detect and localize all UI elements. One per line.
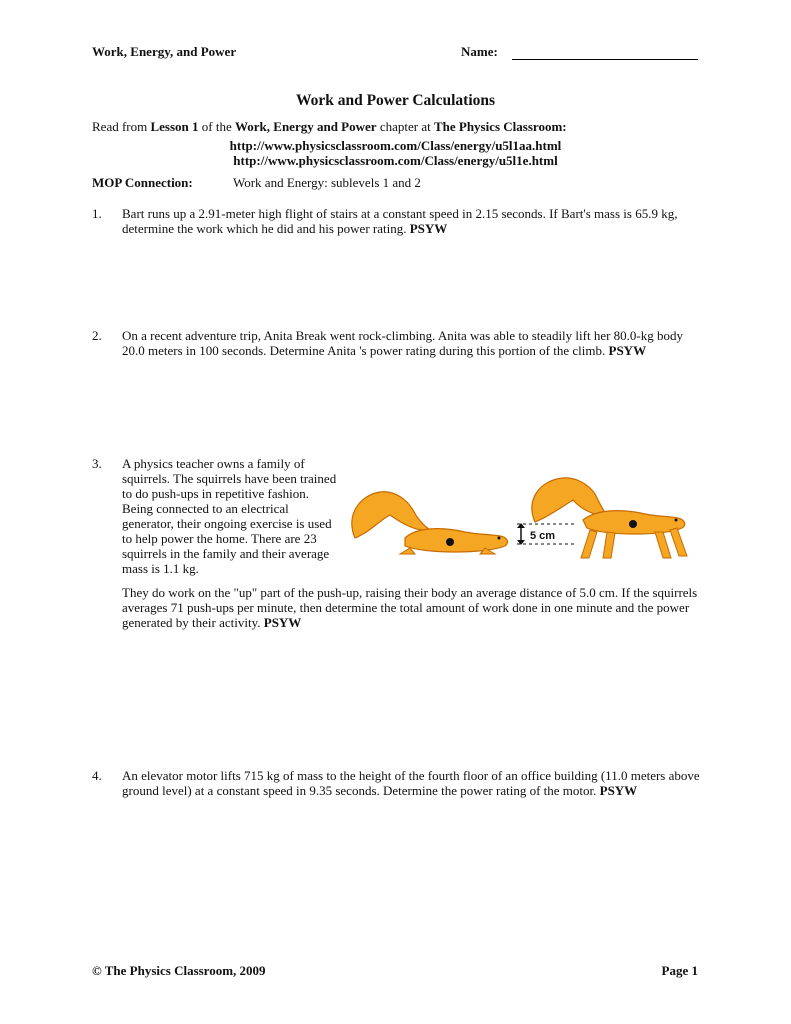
url-link[interactable]: http://www.physicsclassroom.com/Class/energy/u5l1aa.html	[229, 138, 562, 153]
header-course: Work, Energy, and Power	[92, 44, 237, 59]
squirrel-down-center-dot	[446, 538, 454, 546]
read-from-site: The Physics Classroom:	[433, 119, 567, 134]
question-number: 3.	[92, 456, 102, 471]
question-body: Bart runs up a 2.91-meter high flight of stairs at a constant speed in 2.15 seconds. If Bart's mass is 65.9 kg, determine the work which he did and his power rating.	[122, 206, 678, 236]
question-number: 4.	[92, 768, 102, 783]
read-from-prefix: Read from	[92, 119, 151, 134]
squirrel-up-eye	[675, 519, 678, 522]
url-link[interactable]: http://www.physicsclassroom.com/Class/energy/u5l1e.html	[233, 153, 558, 168]
distance-label: 5 cm	[530, 530, 556, 542]
page-title: Work and Power Calculations	[295, 92, 496, 109]
squirrel-down-eye	[498, 537, 501, 540]
question-number: 2.	[92, 328, 102, 343]
squirrel-up-illustration	[532, 478, 687, 558]
psyw-tag: PSYW	[608, 343, 647, 358]
question-text	[122, 206, 702, 236]
psyw-tag: PSYW	[409, 221, 448, 236]
psyw-tag: PSYW	[599, 783, 638, 798]
read-from-chapter: Work, Energy and Power	[235, 119, 377, 134]
squirrel-pushup-figure	[345, 470, 695, 580]
mop-label: MOP Connection:	[92, 175, 193, 190]
read-from-mid1: of the	[198, 119, 235, 134]
question-body: An elevator motor lifts 715 kg of mass to the height of the fourth floor of an office building (11.0 meters above ground level) at a constant speed in 9.35 seconds. Determine the power rating of the motor.	[122, 768, 700, 798]
name-blank-line[interactable]	[512, 59, 698, 60]
question-text-part-a: A physics teacher owns a family of squirrels. The squirrels have been trained to do push-ups in repetitive fashion. Being connected to an electrical generator, their ongoing exercise is used to help power the home. There are 23 squirrels in the family and their average mass is 1.1 kg.	[122, 456, 337, 576]
read-from-mid2: chapter at	[376, 119, 434, 134]
footer-copyright: © The Physics Classroom, 2009	[92, 963, 266, 978]
squirrel-down-illustration	[352, 492, 508, 554]
squirrel-down-body	[405, 529, 507, 552]
question-text	[122, 328, 702, 358]
footer-page-number: Page 1	[661, 963, 698, 978]
distance-marker	[517, 523, 575, 545]
question-body: They do work on the "up" part of the push-up, raising their body an average distance of 5.0 cm. If the squirrels averages 71 push-ups per minute, then determine the total amount of work done in one minute and the power generated by their activity.	[122, 585, 698, 630]
squirrel-up-center-dot	[629, 520, 637, 528]
mop-text: Work and Energy: sublevels 1 and 2	[233, 175, 421, 190]
question-text	[122, 768, 702, 798]
question-text-part-b	[122, 585, 702, 630]
name-label: Name:	[461, 44, 498, 59]
question-body: On a recent adventure trip, Anita Break went rock-climbing. Anita was able to steadily lift her 80.0-kg body 20.0 meters in 100 seconds. Determine Anita 's power rating during this portion of the climb.	[122, 328, 684, 358]
question-number: 1.	[92, 206, 102, 221]
read-from-lesson: Lesson 1	[150, 119, 199, 134]
read-from-line	[92, 119, 567, 135]
url-list	[0, 138, 791, 168]
psyw-tag: PSYW	[263, 615, 302, 630]
